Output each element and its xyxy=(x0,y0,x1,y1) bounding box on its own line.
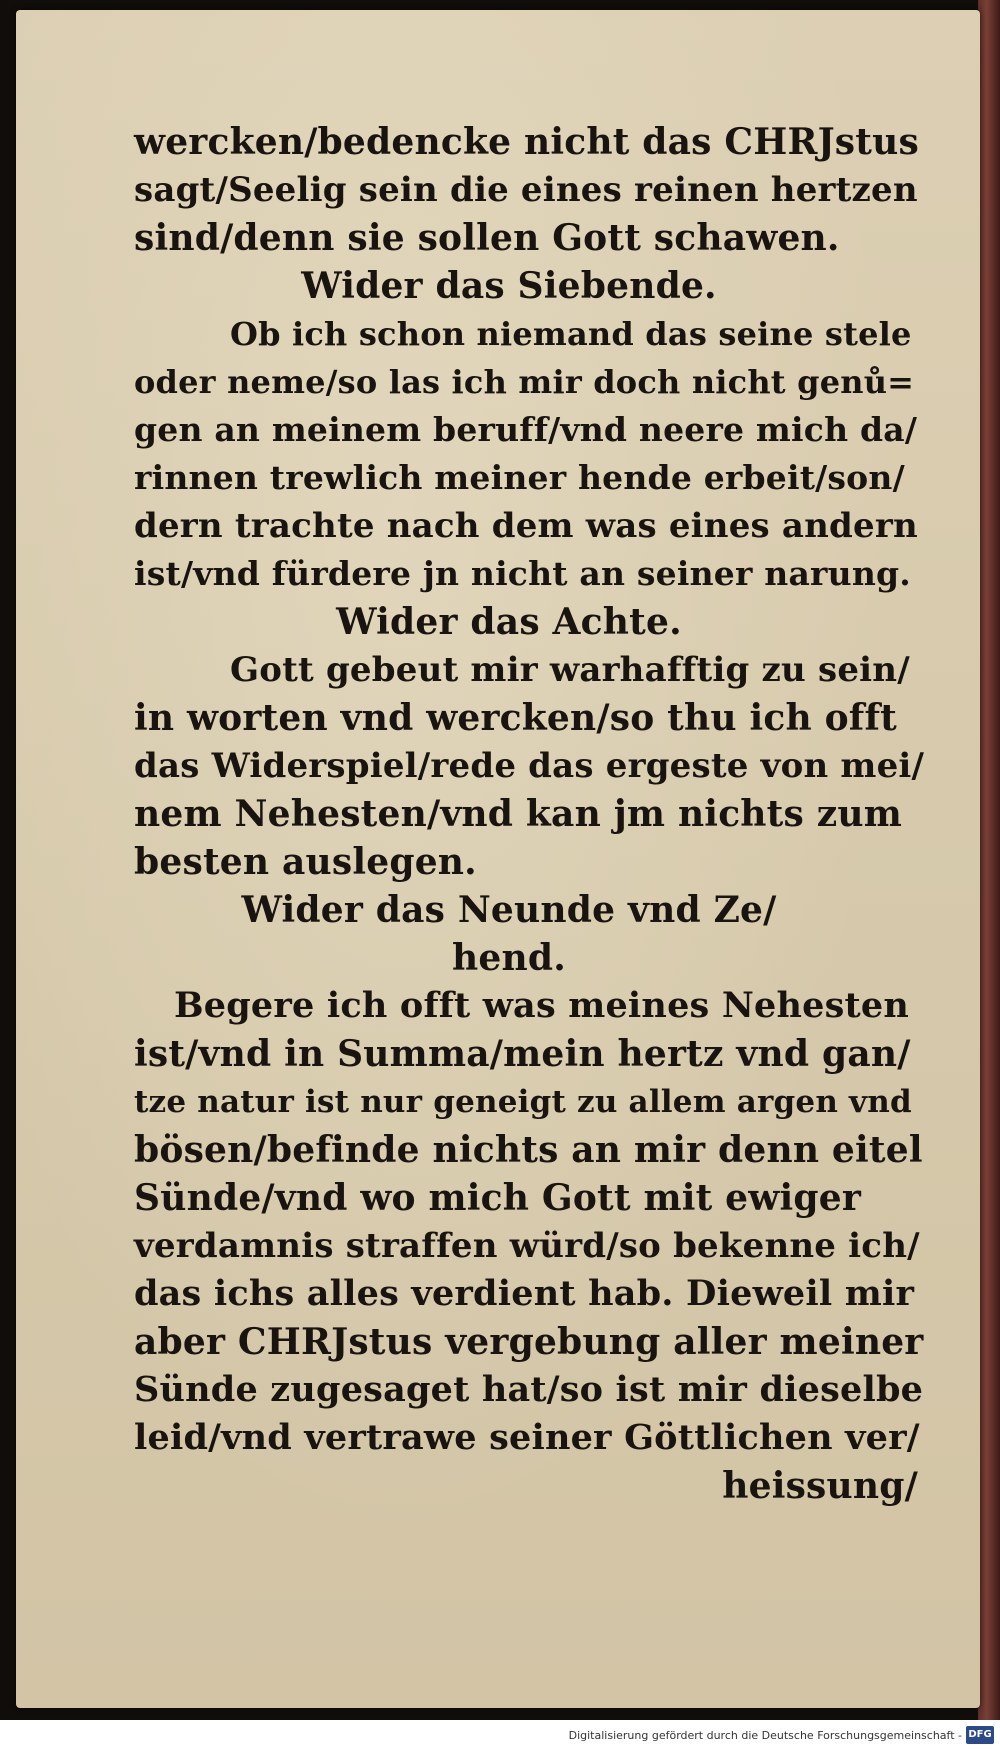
catchword: heissung/ xyxy=(722,1465,918,1507)
section-heading: hend. xyxy=(452,937,566,979)
text-line: sagt/Seelig sein die eines reinen hertzen xyxy=(134,170,918,210)
text-line: dern trachte nach dem was eines andern xyxy=(134,506,918,546)
text-line: tze natur ist nur geneigt zu allem argen vnd xyxy=(134,1084,912,1120)
section-heading: Wider das Neunde vnd Ze/ xyxy=(241,889,777,931)
digitization-footer xyxy=(0,1720,1000,1751)
text-line: nem Nehesten/vnd kan jm nichts zum xyxy=(134,793,903,835)
funding-credit: Digitalisierung gefördert durch die Deutsche Forschungsgemeinschaft - xyxy=(568,1729,962,1742)
text-line: bösen/befinde nichts an mir denn eitel xyxy=(134,1129,923,1171)
text-line: Sünde zugesaget hat/so ist mir dieselbe xyxy=(134,1369,924,1410)
text-line: das ichs alles verdient hab. Dieweil mir xyxy=(134,1273,915,1314)
text-line: Sünde/vnd wo mich Gott mit ewiger xyxy=(134,1177,861,1219)
text-line: Gott gebeut mir warhafftig zu sein/ xyxy=(230,650,910,690)
text-line: besten auslegen. xyxy=(134,841,477,883)
text-line: wercken/bedencke nicht das CHRJstus xyxy=(134,121,919,163)
text-line: leid/vnd vertrawe seiner Göttlichen ver/ xyxy=(134,1417,920,1458)
text-line: Ob ich schon niemand das seine stele xyxy=(230,315,912,353)
text-line: in worten vnd wercken/so thu ich offt xyxy=(134,697,897,739)
text-line: gen an meinem beruff/vnd neere mich da/ xyxy=(134,410,918,449)
text-line: das Widerspiel/rede das ergeste von mei/ xyxy=(134,746,925,786)
text-line: verdamnis straffen würd/so bekenne ich/ xyxy=(134,1226,920,1266)
book-edge xyxy=(978,0,1000,1720)
dfg-logo-icon: DFG xyxy=(966,1726,994,1744)
page-text xyxy=(134,118,924,1510)
text-line: rinnen trewlich meiner hende erbeit/son/ xyxy=(134,458,905,497)
text-line: aber CHRJstus vergebung aller meiner xyxy=(134,1321,924,1363)
text-line: ist/vnd in Summa/mein hertz vnd gan/ xyxy=(134,1033,911,1075)
section-heading: Wider das Achte. xyxy=(336,601,682,643)
text-line: ist/vnd fürdere jn nicht an seiner narung. xyxy=(134,554,911,593)
text-line: Begere ich offt was meines Nehesten xyxy=(174,985,909,1026)
text-line: oder neme/so las ich mir doch nicht genů= xyxy=(134,363,915,401)
text-line: sind/denn sie sollen Gott schawen. xyxy=(134,217,840,259)
section-heading: Wider das Siebende. xyxy=(301,265,717,307)
